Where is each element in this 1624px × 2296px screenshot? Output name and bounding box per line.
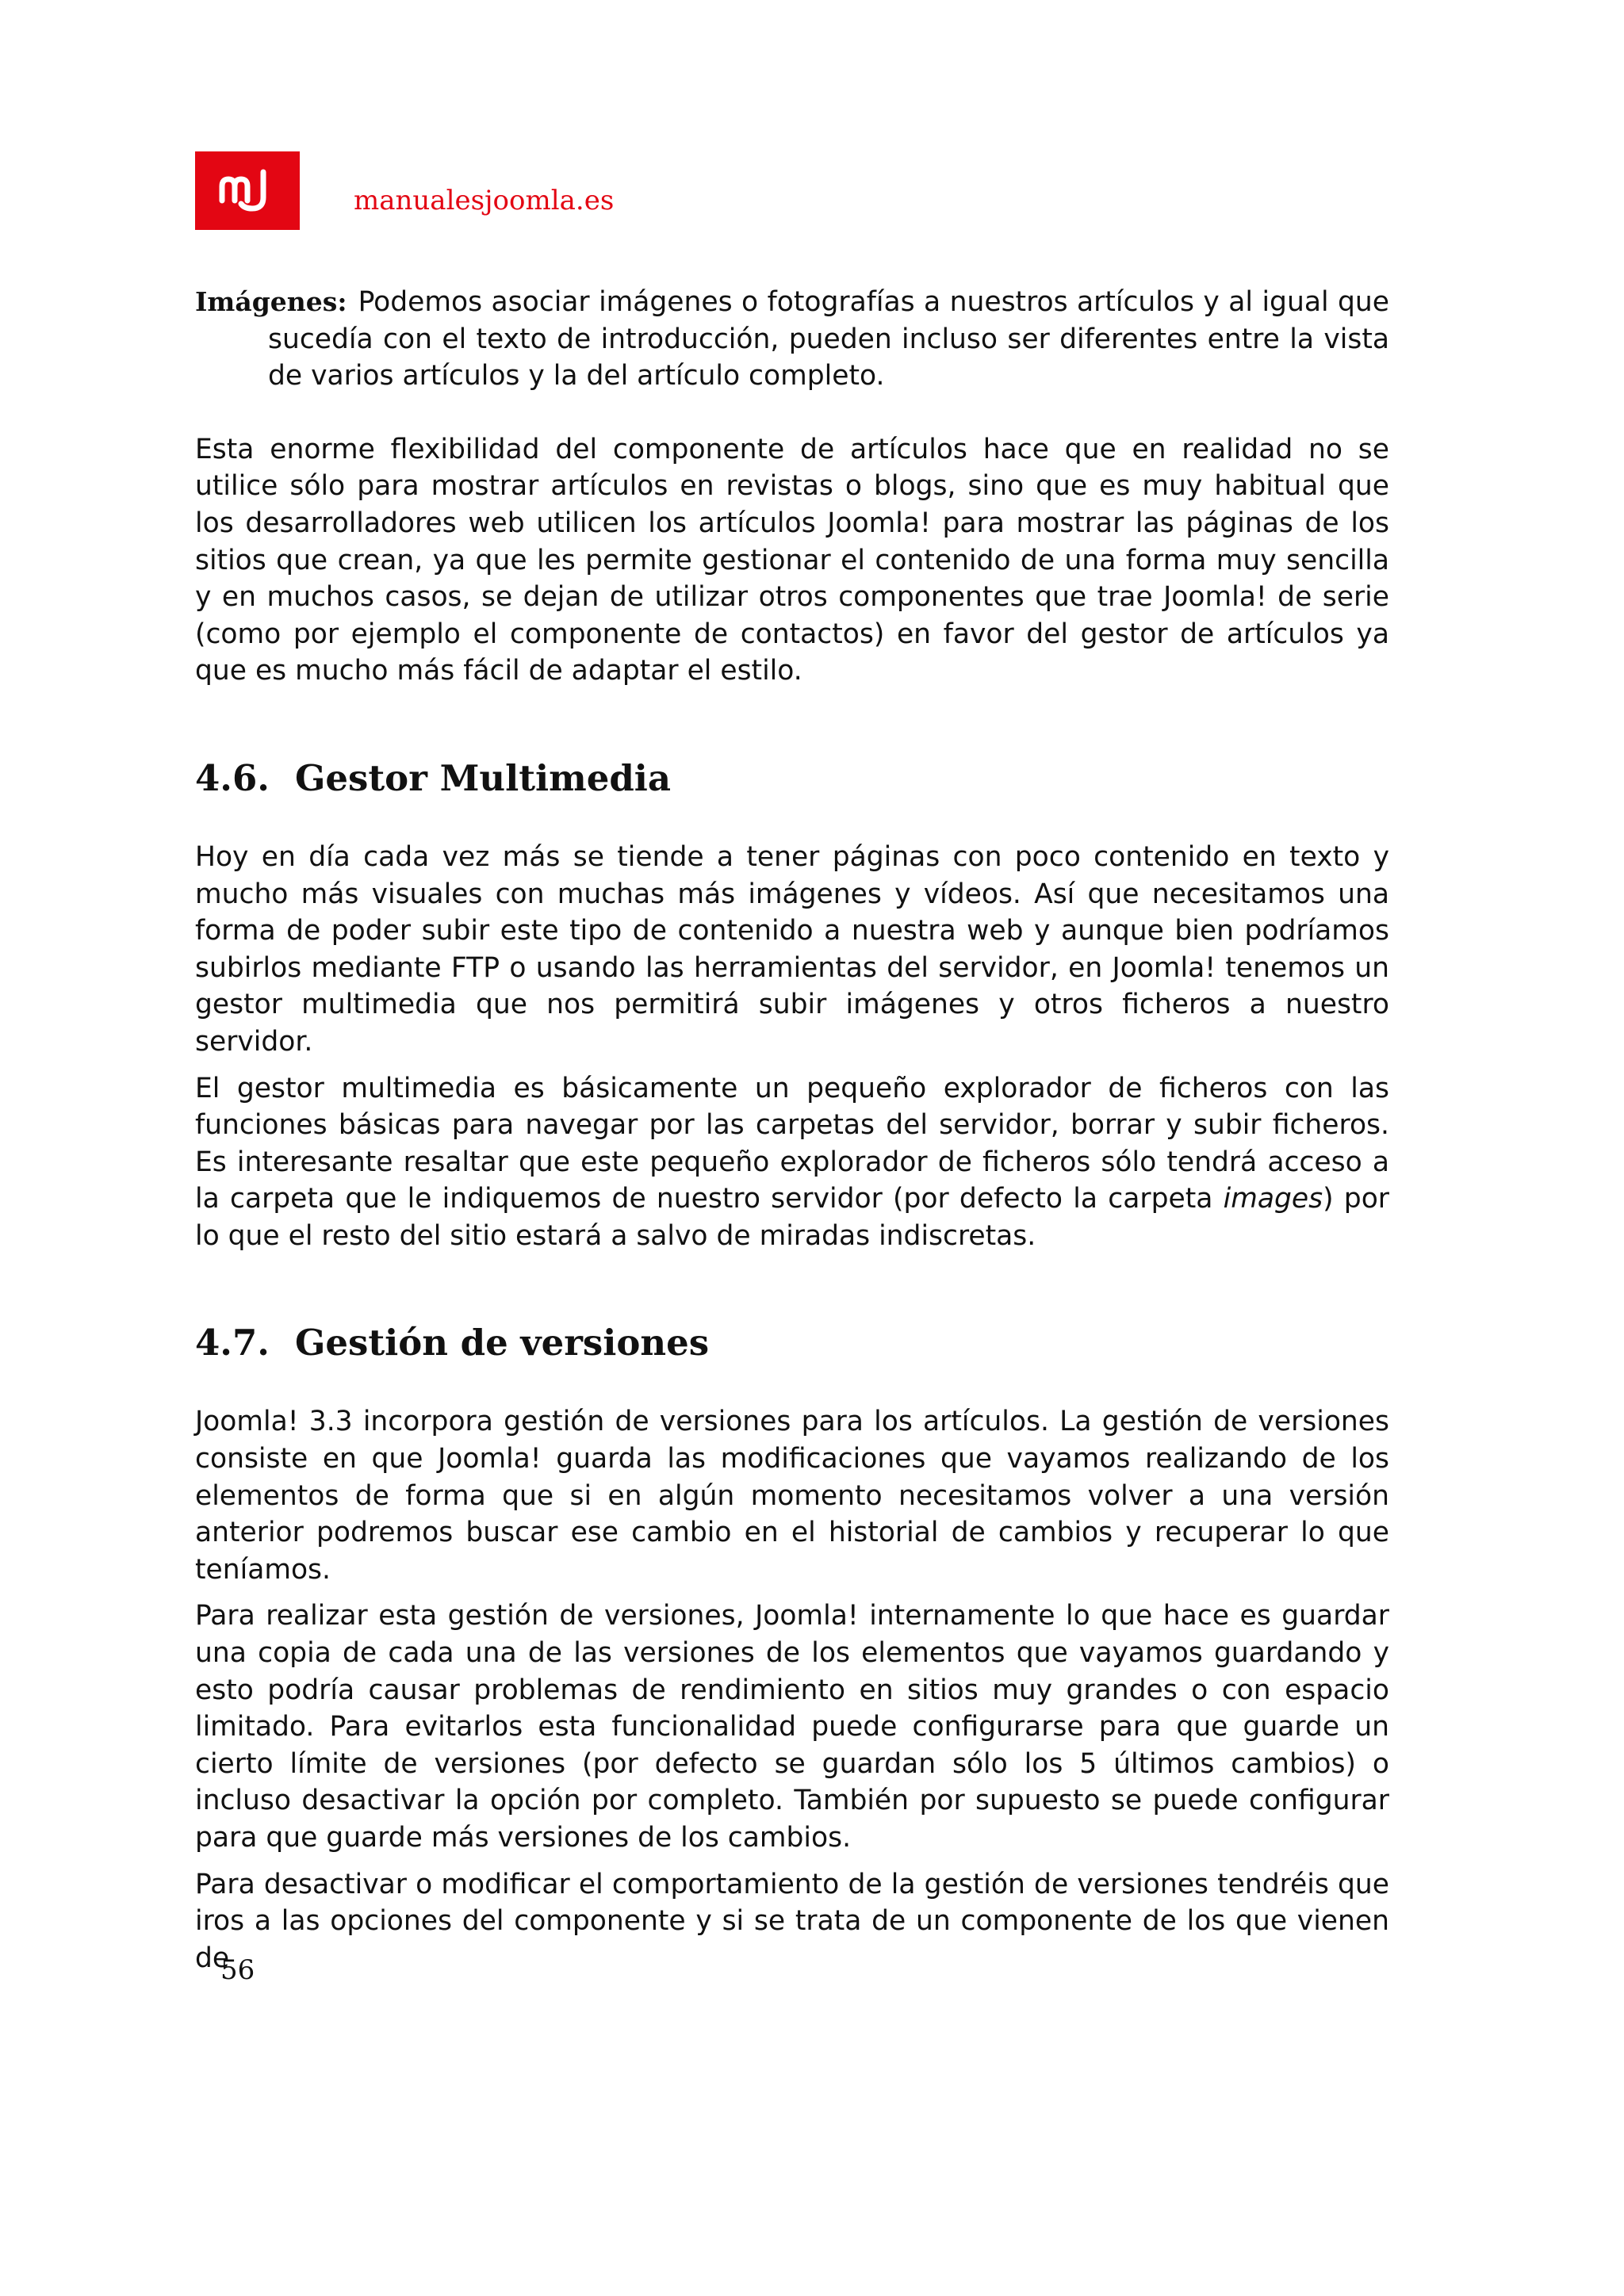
page-number: 56	[220, 1954, 255, 1986]
paragraph-versiones-1: Joomla! 3.3 incorpora gestión de versiones para los artículos. La gestión de versiones consiste en que Joomla! guarda las modificaciones que vayamos realizando de los elementos de forma que si en algún momento necesitamos volver a una versión anterior podremos buscar ese cambio en el historial de cambios y recuperar lo que teníamos.	[195, 1406, 1389, 1586]
paragraph-flexibilidad: Esta enorme flexibilidad del componente de artículos hace que en realidad no se utilice sólo para mostrar artículos en revistas o blogs, sino que es muy habitual que los desarrolladores web utilicen los artículos Joomla! para mostrar las páginas de los sitios que crean, ya que les permite gestionar el contenido de una forma muy sencilla y en muchos casos, se dejan de utilizar otros componentes que trae Joomla! de serie (como por ejemplo el componente de contactos) en favor del gestor de artículos ya que es mucho más fácil de adaptar el estilo.	[195, 433, 1389, 687]
section-title: Gestión de versiones	[295, 1322, 710, 1364]
site-name: manualesjoomla.es	[354, 185, 615, 216]
definition-item-imagenes	[195, 284, 1389, 395]
paragraph-multimedia-1: Hoy en día cada vez más se tiende a tener páginas con poco contenido en texto y mucho más visuales con muchas más imágenes y vídeos. Así que necesitamos una forma de poder subir este tipo de contenido a nuestra web y aunque bien podríamos subirlos mediante FTP o usando las herramientas del servidor, en Joomla! tenemos un gestor multimedia que nos permitirá subir imágenes y otros ficheros a nuestro servidor.	[195, 840, 1389, 1058]
section-number: 4.7.	[195, 1322, 270, 1364]
mj-logo-icon	[195, 151, 300, 230]
section-number: 4.6.	[195, 756, 270, 799]
paragraph-multimedia-2	[195, 1070, 1389, 1255]
definition-text: Podemos asociar imágenes o fotografías a nuestros artículos y al igual que sucedía con el texto de introducción, pueden incluso ser diferentes entre la vista de varios artículos y la del artículo completo.	[268, 286, 1389, 392]
paragraph-versiones-2: Para realizar esta gestión de versiones, Joomla! internamente lo que hace es guardar una copia de cada una de las versiones de los elementos que vayamos guardando y esto podría causar problemas de rendimiento en sitios muy grandes o con espacio limitado. Para evitarlos esta funcionalidad puede configurarse para que guarde un cierto límite de versiones (por defecto se guardan sólo los 5 últimos cambios) o incluso desactivar la opción por completo. También por supuesto se puede configurar para que guarde más versiones de los cambios.	[195, 1600, 1389, 1854]
section-title: Gestor Multimedia	[295, 756, 672, 799]
page-content	[195, 284, 1389, 1976]
site-logo	[195, 151, 300, 230]
emphasis-images: images	[1223, 1183, 1323, 1215]
paragraph-text: El gestor multimedia es básicamente un pequeño explorador de ficheros con las funciones básicas para navegar por las carpetas del servidor, borrar y subir ficheros. Es interesante resaltar que este pequeño explorador de ficheros sólo tendrá acceso a la carpeta que le indiquemos de nuestro servidor (por defecto la carpeta	[195, 1072, 1389, 1215]
paragraph-text: ) por lo que el resto del sitio estará a salvo de miradas indiscretas.	[195, 1183, 1389, 1252]
section-heading-4-7	[195, 1321, 1389, 1365]
section-heading-4-6	[195, 756, 1389, 801]
paragraph-versiones-3: Para desactivar o modificar el comportamiento de la gestión de versiones tendréis que iros a las opciones del componente y si se trata de un componente de los que vienen de	[195, 1868, 1389, 1974]
definition-term: Imágenes:	[195, 286, 347, 317]
